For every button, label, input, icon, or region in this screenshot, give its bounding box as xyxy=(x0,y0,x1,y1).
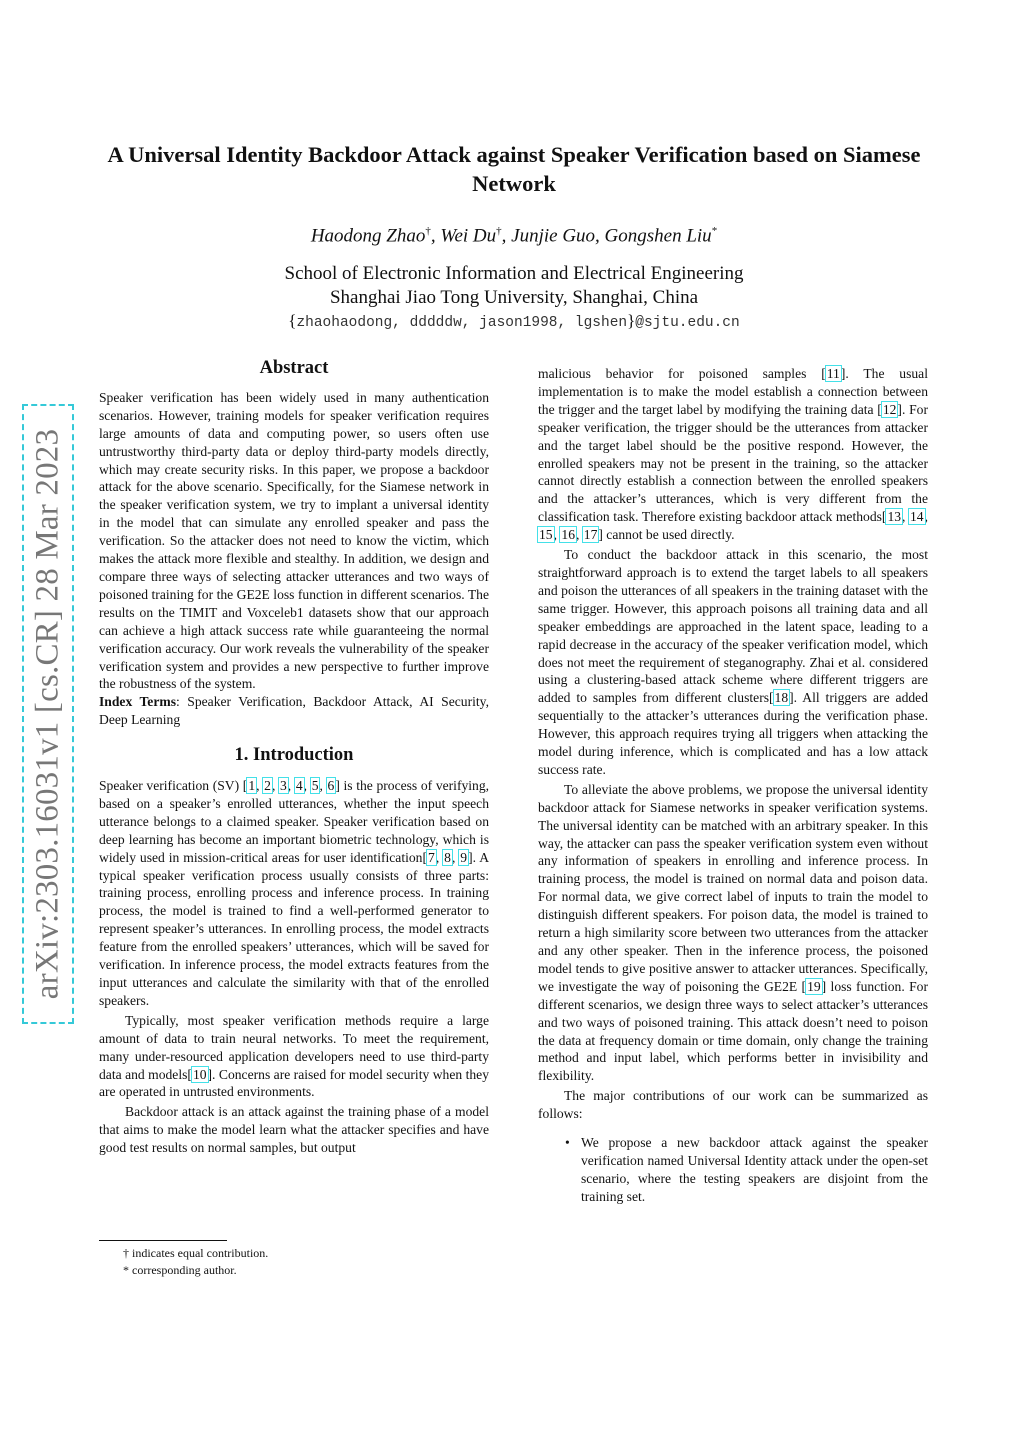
footnote-equal-contribution: † indicates equal contribution. xyxy=(123,1246,269,1260)
arxiv-identifier-stamp[interactable] xyxy=(22,404,74,1024)
text-run: ]. The usual implementation is to make the model establish a connection between the trigger and the target label by modifying the training data [ xyxy=(538,366,928,417)
text-run: ]. Concerns are raised for model security when they are operated in untrusted environments. xyxy=(99,1066,489,1100)
citation-link[interactable]: 12 xyxy=(882,401,897,417)
citation-link[interactable]: 1 xyxy=(248,778,256,794)
left-column xyxy=(99,360,489,1157)
citation-link[interactable]: 2 xyxy=(264,778,271,794)
citation-link[interactable]: 13 xyxy=(887,509,902,525)
equal-contribution-mark: † xyxy=(496,225,502,237)
text-run: To conduct the backdoor attack in this scenario, the most straightforward approach is to extend the target labels to all speakers and poison the utterances of all speakers in the training dataset with the same trigger. However, this approach poisons all training data and all speaker embeddings are approached in the latent space, leading to a rapid decrease in the accuracy of the speaker verification model, which does not meet the requirement of steganography. Zhai et al. considered using a clustering-based attack scheme where different triggers are added to samples from different clusters[ xyxy=(538,547,928,706)
intro-paragraph-5 xyxy=(538,781,928,1085)
email-brace-open: { xyxy=(288,311,297,330)
text-run: To alleviate the above problems, we propose the universal identity backdoor attack for Siamese networks in speaker verification systems. The universal identity can be matched with an arbitrary speaker. In this way, the attacker can pass the speaker verification system even without any information of speakers in enrolling and inference process. In training process, the model is trained on normal data and poison data. For normal data, we give correct label of inputs to train the model to distinguish different speakers. For poison data, the model is trained to return a high similarity score between two utterances from the attacker and any other speaker. Then in the inference process, the poisoned model tends to give positive answer to attacker utterances. Specifically, we investigate the way of poisoning the GE2E [ xyxy=(538,781,928,994)
intro-paragraph-3-continued: malicious behavior for poisoned samples [11]. The usual implementation is to make the model establish a connection between the trigger and the target label by modifying the training data [12]. For speaker verification, the trigger should be the utterances from attacker and the target label should be the positive respond. However, the enrolled speakers may not be present in the training, so the attacker cannot directly establish a connection between the enrolled speakers and the attacker’s utterances, which is very different from the classification task. Therefore existing backdoor attack methods[13, 14, 15, 16, 17] cannot be used directly. xyxy=(538,366,928,543)
citation-link[interactable]: 4 xyxy=(295,778,303,794)
citation-link[interactable]: 19 xyxy=(807,978,821,994)
author-name: Haodong Zhao xyxy=(310,225,426,247)
text-run: ]. All triggers are added sequentially to the attacker’s utterances during the verification phase. However, this approach requires trying all triggers when attacking the model during inference, which is complicated and has a low attack success rate. xyxy=(538,690,929,777)
citation-link[interactable]: 6 xyxy=(327,778,335,794)
author-list: Haodong Zhao†, Wei Du†, Junjie Guo, Gongshen Liu* xyxy=(310,225,718,247)
right-column xyxy=(538,365,928,1206)
citation-link[interactable]: 10 xyxy=(192,1066,207,1082)
citation-link[interactable]: 18 xyxy=(774,690,789,706)
index-terms-list: : Speaker Verification, Backdoor Attack, AI Security, Deep Learning xyxy=(99,694,489,728)
text-run: ] is the process of verifying, based on a speaker’s enrolled utterances, whether the input speech utterance belongs to a claimed speaker. Speaker verification based on deep learning has become an important biometric technology, which is widely used in mission-critical areas for user identification[ xyxy=(99,778,490,865)
email-brace-close: } xyxy=(627,311,636,330)
citation-link[interactable]: 16 xyxy=(561,527,575,543)
intro-paragraph-4 xyxy=(538,546,928,779)
intro-paragraph-1: Speaker verification (SV) [1, 2, 3, 4, 5, 6] is the process of verifying, based on a speaker’s enrolled utterances, whether the input speech utterance belongs to a claimed speaker. Speaker verification based on deep learning has become an important biometric technology, which is widely used in mission-critical areas for user identification[7, 8, 9]. A typical speaker verification process usually consists of three parts: training process, enrolling process and inference process. In training process, the model is trained to find a well-performed generator to represent speaker’s utterances. In enrolling process, the model extracts feature from the enrolled speakers’ utterances, which will be saved for verification. In inference process, the model extracts features from the input utterances and calculate the similarity with that of the enrolled speakers. xyxy=(99,778,490,1008)
paper-title: A Universal Identity Backdoor Attack against Speaker Verification based on Siamese Network xyxy=(107,142,921,196)
text-run: Typically, most speaker verification methods require a large amount of data to train neural networks. To meet the requirement, many under-resourced application developers need to use third-party data and models[ xyxy=(99,1012,489,1082)
citation-link[interactable]: 15 xyxy=(539,527,553,543)
contribution-list-item xyxy=(538,1134,928,1206)
citation-link[interactable]: 5 xyxy=(311,778,319,794)
text-run: Speaker verification (SV) [ xyxy=(99,778,248,794)
text-run: ] cannot be used directly. xyxy=(598,527,735,543)
citation-link[interactable]: 7 xyxy=(428,849,435,865)
footnote-corresponding-author: * corresponding author. xyxy=(123,1263,237,1277)
citation-link[interactable]: 17 xyxy=(583,527,598,543)
text-run: ]. A typical speaker verification process usually consists of three parts: training process, enrolling process and inference process. In training process, the model is trained to find a well-performed generator to represent speaker’s utterances. In enrolling process, the model extracts feature from the enrolled speakers’ utterances, which will be saved for verification. In inference process, the model extracts features from the input utterances and calculate the similarity with that of the enrolled speakers. xyxy=(99,849,490,1008)
author-emails xyxy=(90,311,938,331)
citation-link[interactable]: 8 xyxy=(444,849,451,865)
abstract-text: Speaker verification has been widely used in many authentication scenarios. However, training models for speaker verification requires large amounts of data and computing power, so users often use untrustworthy third-party data or deploy third-party models directly, which may create security risks. In this paper, we propose a backdoor attack for the above scenario. Specifically, for the Siamese network in the speaker verification system, we try to implant a universal identity in the model that can simulate any enrolled speaker and pass the verification. So the attacker does not need to know the victim, which makes the attack more flexible and stealthy. In addition, we design and compare three ways of selecting attacker utterances and two ways of poisoned training for the GE2E loss function in different scenarios. The results on the TIMIT and Voxceleb1 datasets show that our approach can achieve a high attack success rate while guaranteeing the normal verification accuracy. Our work reveals the vulnerability of the speaker verification system and provides a new perspective to further improve the robustness of the system. xyxy=(99,389,489,692)
corresponding-author-mark: * xyxy=(711,225,718,237)
text-run: ]. For speaker verification, the trigger should be the utterances from attacker and the target label should be the positive respond. However, the enrolled speakers may not be present in the training, so the attacker cannot directly establish a connection between the enrolled speakers and the attacker’s utterances, which is very different from the classification task. Therefore existing backdoor attack methods[ xyxy=(538,401,928,525)
author-name: Wei Du xyxy=(440,225,497,247)
author-name: Junjie Guo, Gongshen Liu xyxy=(511,225,712,247)
intro-paragraph-3: Backdoor attack is an attack against the training phase of a model that aims to make the model learn what the attacker specifies and have good test results on normal samples, but output xyxy=(99,1104,489,1156)
citation-link[interactable]: 3 xyxy=(280,778,287,794)
index-terms xyxy=(99,693,489,729)
affiliation xyxy=(90,262,938,310)
text-run: ] loss function. For different scenarios, we design three ways to select attacker’s utterances and two ways of poisoned training. This attack doesn’t need to poison the data at frequency domain or time domain, only change the training method and input label, which performs better in invisibility and flexibility. xyxy=(538,978,928,1084)
citation-link[interactable]: 14 xyxy=(910,509,924,525)
citation-link[interactable]: 9 xyxy=(460,849,468,865)
email-domain: @sjtu.edu.cn xyxy=(635,315,740,331)
abstract-heading: Abstract xyxy=(259,358,329,378)
index-terms-label: Index Terms xyxy=(99,694,176,710)
bullet-icon: • xyxy=(565,1135,570,1151)
introduction-heading: 1. Introduction xyxy=(234,745,354,766)
contribution-text: We propose a new backdoor attack against the speaker verification named Universal Identity attack under the open-set scenario, where the testing speakers are disjoint from the training set. xyxy=(581,1135,928,1204)
intro-paragraph-6: The major contributions of our work can be summarized as follows: xyxy=(538,1088,928,1122)
affiliation-line: School of Electronic Information and Electrical Engineering xyxy=(284,263,744,284)
text-run: malicious behavior for poisoned samples [ xyxy=(538,366,826,381)
footnotes xyxy=(99,1245,479,1279)
intro-paragraph-2 xyxy=(99,1012,489,1102)
email-usernames: zhaohaodong, dddddw, jason1998, lgshen xyxy=(296,315,628,331)
arxiv-identifier-text: arXiv:2303.16031v1 [cs.CR] 28 Mar 2023 xyxy=(29,428,66,1000)
affiliation-line: Shanghai Jiao Tong University, Shanghai, China xyxy=(329,287,699,308)
citation-link[interactable]: 11 xyxy=(826,366,840,381)
equal-contribution-mark: † xyxy=(425,225,431,237)
footnote-divider xyxy=(99,1240,227,1241)
